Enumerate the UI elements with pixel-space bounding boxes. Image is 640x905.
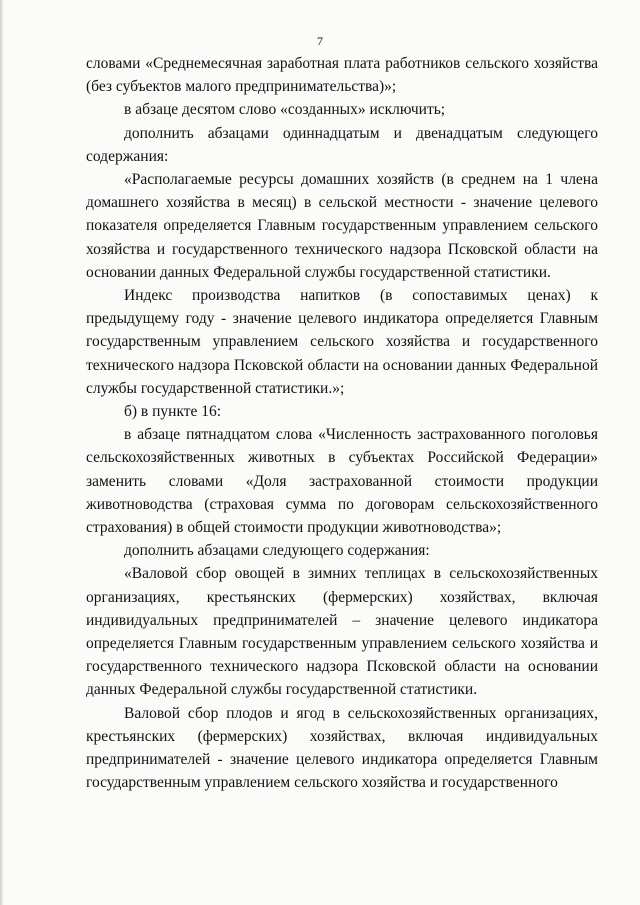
page-number: 7 — [317, 34, 323, 48]
page-edge-shadow — [0, 0, 4, 905]
paragraph-6: б) в пункте 16: — [124, 403, 222, 421]
paragraph-8: дополнить абзацами следующего содержания: — [124, 542, 430, 560]
paragraph-9: «Валовой сбор овощей в зимних теплицах в сельскохозяйственных организациях, крестьянских (фермерских) хозяйствах, включая индивидуальных предпринимателей – значение целевого индикатора определяется Главным государственным управлением сельского хозяйства и государственного технического надзора Псковской области на основании данных Федеральной службы государственной статистики. — [86, 565, 598, 699]
paragraph-7: в абзаце пятнадцатом слова «Численность застрахованного поголовья сельскохозяйственных животных в субъектах Российской Федерации» заменить словами «Доля застрахованной стоимости продукции животноводства (страховая сумма по договорам сельскохозяйственного страхования) в общей стоимости продукции животноводства»; — [86, 426, 598, 537]
document-body — [86, 52, 598, 795]
paragraph-10: Валовой сбор плодов и ягод в сельскохозяйственных организациях, крестьянских (фермерских) хозяйствах, включая индивидуальных предпринимателей - значение целевого индикатора определяется Главным государственным управлением сельского хозяйства и государственного — [86, 704, 598, 792]
paragraph-5: Индекс производства напитков (в сопоставимых ценах) к предыдущему году - значение целевого индикатора определяется Главным государственным управлением сельского хозяйства и государственного технического надзора Псковской области на основании данных Федеральной службы государственной статистики.»; — [86, 287, 598, 397]
paragraph-3: дополнить абзацами одиннадцатым и двенадцатым следующего содержания: — [86, 124, 598, 165]
paragraph-1: словами «Среднемесячная заработная плата работников сельского хозяйства (без субъектов малого предпринимательства)»; — [86, 55, 598, 96]
paragraph-2: в абзаце десятом слово «созданных» исключить; — [124, 101, 446, 119]
paragraph-4: «Располагаемые ресурсы домашних хозяйств (в среднем на 1 члена домашнего хозяйства в месяц) в сельской местности - значение целевого показателя определяется Главным государственным управлением сельского хозяйства и государственного технического надзора Псковской области на основании данных Федеральной службы государственной статистики. — [86, 171, 598, 281]
